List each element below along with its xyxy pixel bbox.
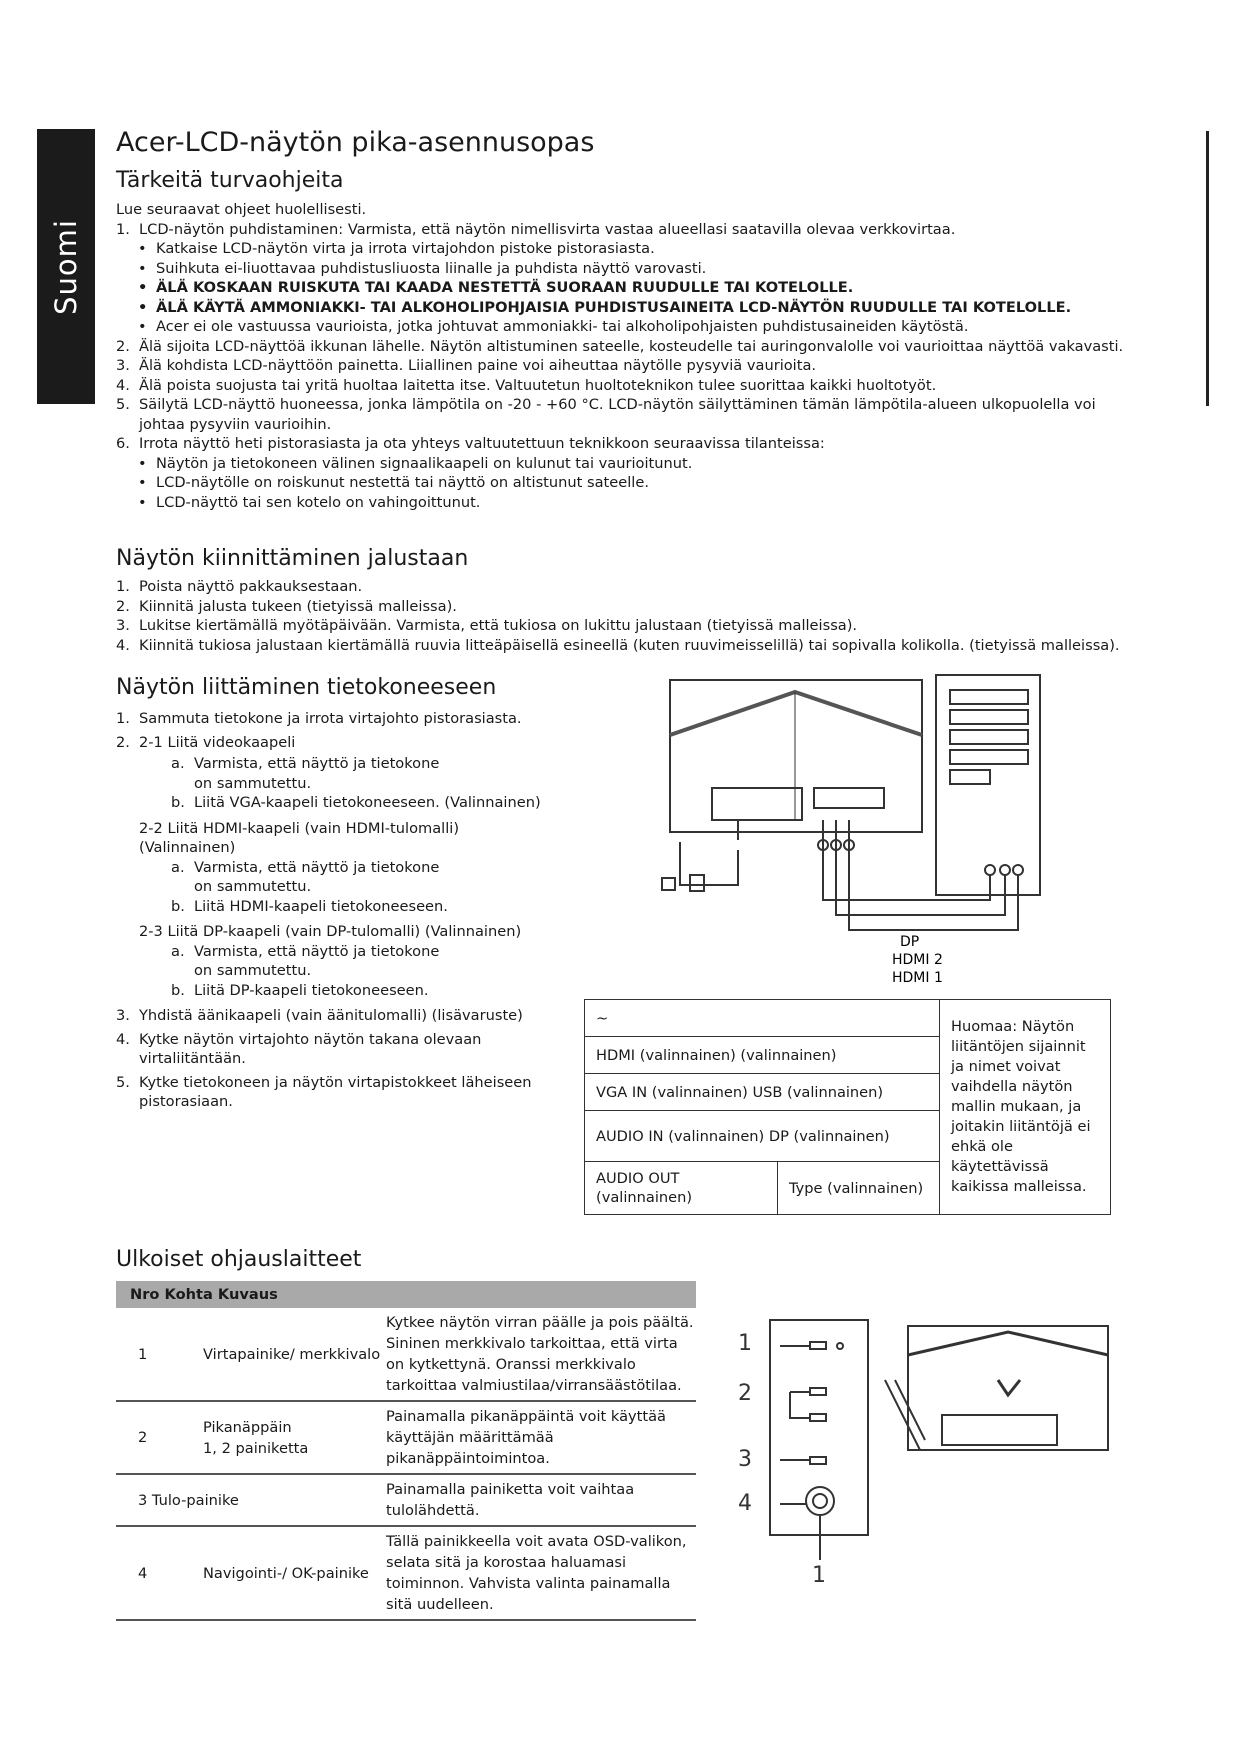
table-row — [116, 1308, 696, 1401]
row-description: Painamalla painiketta voit vaihtaa tulolähdettä. — [386, 1474, 696, 1526]
safety-bullet: • LCD-näyttö tai sen kotelo on vahingoittunut. — [116, 493, 1146, 513]
connect-substep: a. Varmista, että näyttö ja tietokone on sammutettu. — [171, 858, 440, 895]
right-edge-rule — [1206, 131, 1209, 406]
label-button-3: 3 — [738, 1447, 752, 1472]
controls-table-header: Nro Kohta Kuvaus — [116, 1281, 696, 1308]
label-button-2: 2 — [738, 1381, 752, 1406]
connect-step-2: 2. 2-1 Liitä videokaapeli — [116, 733, 296, 751]
connect-heading: Näytön liittäminen tietokoneeseen — [116, 675, 497, 700]
connector-note: Huomaa: Näytön liitäntöjen sijainnit ja nimet voivat vaihdella näytön mallin mukaan, ja joitakin liitäntöjä ei ehkä ole käytettävissä kaikissa malleissa. — [940, 1000, 1111, 1215]
page-title: Acer-LCD-näytön pika-asennusopas — [116, 127, 595, 158]
safety-heading: Tärkeitä turvaohjeita — [116, 168, 344, 193]
safety-bullet: • Katkaise LCD-näytön virta ja irrota virtajohdon pistoke pistorasiasta. — [116, 239, 1146, 259]
table-row — [116, 1401, 696, 1474]
language-tab-label: Suomi — [49, 218, 83, 315]
controls-table — [116, 1281, 696, 1621]
stand-section — [116, 577, 1216, 655]
connect-substep: a. Varmista, että näyttö ja tietokone on sammutettu. — [171, 942, 440, 979]
language-tab — [37, 129, 95, 404]
stand-heading: Näytön kiinnittäminen jalustaan — [116, 546, 469, 571]
label-button-1: 1 — [738, 1331, 752, 1356]
connect-step-3: 3. Yhdistä äänikaapeli (vain äänitulomalli) (lisävaruste) — [116, 1007, 523, 1024]
connect-substep: b. Liitä VGA-kaapeli tietokoneeseen. (Valinnainen) — [171, 794, 541, 811]
safety-item-3: 3. Älä kohdista LCD-näyttöön painetta. Liiallinen paine voi aiheuttaa näytölle pysyviä vaurioita. — [116, 357, 817, 374]
safety-intro: Lue seuraavat ohjeet huolellisesti. — [116, 201, 367, 218]
label-dp: DP — [900, 934, 920, 950]
safety-item-2: 2. Älä sijoita LCD-näyttöä ikkunan lähelle. Näytön altistuminen sateelle, kosteudelle tai auringonvalolle voi vaurioittaa näyttöä vakavasti. — [116, 337, 1124, 355]
row-item: Virtapainike/ merkkivalo — [203, 1308, 386, 1401]
safety-item-6: 6. Irrota näyttö heti pistorasiasta ja ota yhteys valtuutettuun teknikkoon seuraavissa tilanteissa: — [116, 435, 825, 452]
safety-bullet: • Näytön ja tietokoneen välinen signaalikaapeli on kulunut tai vaurioitunut. — [116, 454, 1146, 474]
safety-item-5: 5. Säilytä LCD-näyttö huoneessa, jonka lämpötila on -20 - +60 °C. LCD-näytön säilyttäminen tämän lämpötila-alueen ulkopuolella voi johtaa pysyviin vaurioihin. — [116, 396, 1096, 433]
connect-substep: b. Liitä HDMI-kaapeli tietokoneeseen. — [171, 897, 448, 915]
table-row — [116, 1526, 696, 1620]
stand-step: 3. Lukitse kiertämällä myötäpäivään. Varmista, että tukiosa on lukittu jalustaan (tietyissä malleissa). — [116, 617, 858, 634]
label-hdmi1: HDMI 1 — [892, 970, 943, 986]
row-description: Painamalla pikanäppäintä voit käyttää käyttäjän määrittämää pikanäppäintoimintoa. — [386, 1401, 696, 1474]
label-hdmi2: HDMI 2 — [892, 952, 943, 968]
connector-row: AUDIO OUT (valinnainen) — [585, 1162, 778, 1215]
row-item: 3 Tulo-painike — [116, 1474, 386, 1526]
safety-item-1: 1. LCD-näytön puhdistaminen: Varmista, että näytön nimellisvirta vastaa alueellasi saatavilla olevaa verkkovirtaa. — [116, 220, 956, 238]
connector-row: HDMI (valinnainen) (valinnainen) — [585, 1037, 940, 1074]
monitor-port-panel — [712, 788, 802, 820]
label-button-1-bottom: 1 — [812, 1563, 826, 1588]
row-description: Kytkee näytön virran päälle ja pois päältä. Sininen merkkivalo tarkoittaa, että virta on kytkettynä. Oranssi merkkivalo tarkoittaa valmiustilaa/virransäästötilaa. — [386, 1308, 696, 1401]
label-button-4: 4 — [738, 1491, 752, 1516]
button-panel-outline — [770, 1320, 868, 1535]
connect-substep: a. Varmista, että näyttö ja tietokone on sammutettu. — [171, 755, 440, 792]
safety-item-4: 4. Älä poista suojusta tai yritä huoltaa laitetta itse. Valtuutetun huoltoteknikon tulee suorittaa kaikki huoltotyöt. — [116, 376, 937, 394]
row-number: 2 — [116, 1401, 203, 1474]
safety-bullet: • ÄLÄ KOSKAAN RUISKUTA TAI KAADA NESTETTÄ SUORAAN RUUDULLE TAI KOTELOLLE. — [116, 278, 1146, 298]
table-row — [116, 1474, 696, 1526]
stand-step: 4. Kiinnitä tukiosa jalustaan kiertämällä ruuvia litteäpäisellä esineellä (kuten ruuvimeisselillä) tai sopivalla kolikolla. (tietyissä malleissa). — [116, 636, 1120, 654]
controls-heading: Ulkoiset ohjauslaitteet — [116, 1247, 362, 1272]
connector-row: VGA IN (valinnainen) USB (valinnainen) — [585, 1074, 940, 1111]
connect-step-2-3: 2-3 Liitä DP-kaapeli (vain DP-tulomalli) (Valinnainen) — [139, 923, 522, 940]
stand-step: 2. Kiinnitä jalusta tukeen (tietyissä malleissa). — [116, 597, 457, 615]
connect-section — [116, 709, 576, 1112]
row-number: 1 — [116, 1308, 203, 1401]
connector-row: ~ — [585, 1000, 940, 1037]
connect-step-2-2: 2-2 Liitä HDMI-kaapeli (vain HDMI-tulomalli) (Valinnainen) — [139, 819, 460, 856]
connect-step-1: 1. Sammuta tietokone ja irrota virtajohto pistorasiasta. — [116, 710, 522, 727]
monitor-back-outline — [670, 680, 922, 832]
connect-substep: b. Liitä DP-kaapeli tietokoneeseen. — [171, 981, 429, 999]
safety-section — [116, 200, 1146, 512]
connector-table — [584, 999, 1111, 1215]
row-description: Tällä painikkeella voit avata OSD-valikon, selata sitä ja korostaa haluamasi toiminnon. Vahvista valinta painamalla sitä uudelleen. — [386, 1526, 696, 1620]
buttons-diagram — [730, 1310, 1130, 1590]
row-item: Navigointi-/ OK-painike — [203, 1526, 386, 1620]
connection-diagram — [650, 670, 1060, 1000]
safety-bullet: • ÄLÄ KÄYTÄ AMMONIAKKI- TAI ALKOHOLIPOHJAISIA PUHDISTUSAINEITA LCD-NÄYTÖN RUUDULLE TAI KOTELOLLE. — [116, 298, 1146, 318]
monitor-back-small — [908, 1326, 1108, 1450]
row-number: 4 — [116, 1526, 203, 1620]
connect-step-4: 4. Kytke näytön virtajohto näytön takana olevaan virtaliitäntään. — [116, 1030, 482, 1067]
safety-bullet: • Acer ei ole vastuussa vaurioista, jotka johtuvat ammoniakki- tai alkoholipohjaisten puhdistusaineiden käytöstä. — [116, 317, 1146, 337]
safety-bullet: • LCD-näytölle on roiskunut nestettä tai näyttö on altistunut sateelle. — [116, 473, 1146, 493]
connect-step-5: 5. Kytke tietokoneen ja näytön virtapistokkeet läheiseen pistorasiaan. — [116, 1073, 532, 1110]
connector-row: AUDIO IN (valinnainen) DP (valinnainen) — [585, 1111, 940, 1162]
safety-bullet: • Suihkuta ei-liuottavaa puhdistusliuosta liinalle ja puhdista näyttö varovasti. — [116, 259, 1146, 279]
connector-row: Type (valinnainen) — [778, 1162, 940, 1215]
row-item: Pikanäppäin 1, 2 painiketta — [203, 1401, 386, 1474]
stand-step: 1. Poista näyttö pakkauksestaan. — [116, 578, 363, 595]
